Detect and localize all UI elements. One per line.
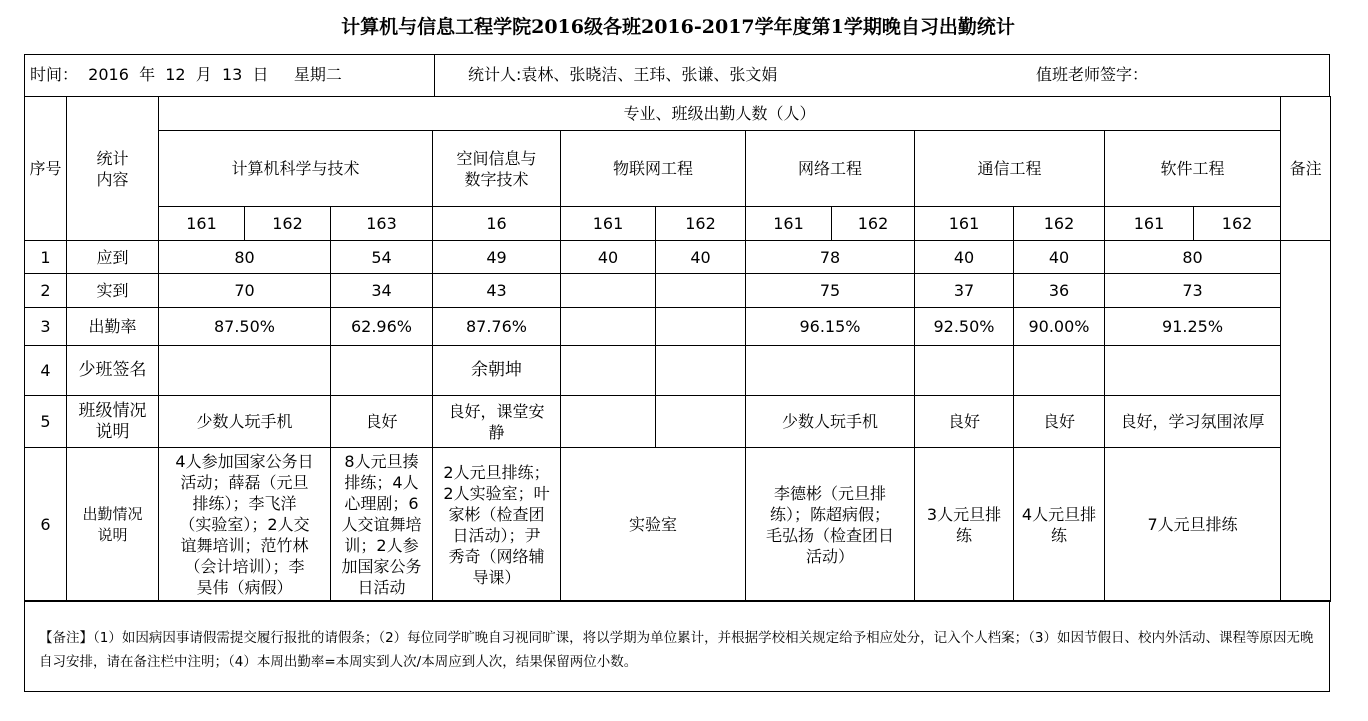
note-line: 8人元旦揍 — [344, 452, 419, 471]
major-iot: 物联网工程 — [561, 131, 746, 207]
cell-iot-162 — [656, 346, 746, 396]
header-seq: 序号 — [25, 97, 67, 241]
class-header: 161 — [1105, 207, 1194, 241]
cell-comm-161: 良好 — [915, 396, 1014, 448]
cell-software — [1105, 346, 1281, 396]
info-signature: 值班老师签字： — [1036, 65, 1149, 84]
cell-cs-161-162-notes — [159, 448, 331, 602]
note-line: 排练；4人 — [344, 473, 419, 492]
class-header: 161 — [746, 207, 832, 241]
cell-iot-notes: 实验室 — [561, 448, 746, 602]
class-header: 161 — [159, 207, 245, 241]
cell-comm-162: 40 — [1014, 241, 1105, 274]
cell-comm-162: 良好 — [1014, 396, 1105, 448]
class-header: 161 — [915, 207, 1014, 241]
row-number: 1 — [25, 241, 67, 274]
cell-cs-163-notes — [331, 448, 433, 602]
cell-cs-163: 54 — [331, 241, 433, 274]
cell-cs-161-162: 70 — [159, 274, 331, 308]
row-label-line1: 班级情况 — [78, 400, 147, 421]
cell-iot-161 — [561, 396, 656, 448]
cell-cs-161-162: 80 — [159, 241, 331, 274]
cell-spatial-16: 43 — [433, 274, 561, 308]
row-label-line1: 出勤情况 — [82, 504, 143, 523]
cell-software: 80 — [1105, 241, 1281, 274]
note-line: 导课） — [472, 567, 521, 587]
note-line: 4人元旦排 — [1021, 504, 1097, 524]
cell-cs-163 — [331, 346, 433, 396]
cell-iot-161 — [561, 308, 656, 346]
note-line: 2人实验室；叶 — [443, 483, 550, 503]
note-line: 2人元旦排练； — [443, 462, 550, 482]
cell-network — [746, 346, 915, 396]
row-number: 4 — [25, 346, 67, 396]
note-line: 活动） — [805, 546, 854, 566]
note-line: （会计培训）；李 — [184, 557, 305, 576]
class-header: 162 — [832, 207, 915, 241]
cell-iot-161: 40 — [561, 241, 656, 274]
cell-network: 78 — [746, 241, 915, 274]
page-title: 计算机与信息工程学院2016级各班2016-2017学年度第1学期晚自习出勤统计 — [341, 16, 1015, 38]
cell-cs-163: 62.96% — [331, 308, 433, 346]
cell-software: 73 — [1105, 274, 1281, 308]
row-number: 6 — [25, 448, 67, 602]
note-line: 毛弘扬（检查团日 — [765, 525, 894, 545]
row-label: 出勤率 — [67, 308, 159, 346]
cell-iot-161 — [561, 346, 656, 396]
cell-spatial-line1: 良好，课堂安 — [448, 401, 545, 421]
cell-network: 75 — [746, 274, 915, 308]
cell-cs-161-162: 少数人玩手机 — [159, 396, 331, 448]
header-group-title: 专业、班级出勤人数（人） — [159, 97, 1281, 131]
row-label: 实到 — [67, 274, 159, 308]
cell-spatial-notes — [433, 448, 561, 602]
cell-iot-162: 40 — [656, 241, 746, 274]
major-software: 软件工程 — [1105, 131, 1281, 207]
cell-comm-162-notes — [1014, 448, 1105, 602]
cell-software: 良好，学习氛围浓厚 — [1105, 396, 1281, 448]
major-cs: 计算机科学与技术 — [159, 131, 433, 207]
cell-comm-161: 40 — [915, 241, 1014, 274]
class-header: 162 — [1014, 207, 1105, 241]
cell-software: 91.25% — [1105, 308, 1281, 346]
cell-iot-162 — [656, 274, 746, 308]
note-line: 李德彬（元旦排 — [773, 483, 886, 503]
cell-cs-163: 良好 — [331, 396, 433, 448]
note-line: （实验室）；2人交 — [179, 515, 310, 534]
note-line: 练 — [955, 525, 972, 545]
info-time: 时间： 2016 年 12 月 13 日 星期二 — [30, 65, 342, 84]
cell-network-notes — [746, 448, 915, 602]
cell-spatial-16: 87.76% — [433, 308, 561, 346]
cell-cs-161-162 — [159, 346, 331, 396]
note-line: 训；2人参 — [344, 536, 419, 555]
cell-spatial-line2: 静 — [488, 422, 505, 442]
info-counter: 统计人:袁林、张晓洁、王玮、张谦、张文娟 — [468, 65, 778, 84]
note-line: 4人参加国家公务日 — [175, 452, 314, 471]
header-content-line2: 内容 — [96, 169, 129, 189]
note-line: 昊伟（病假） — [196, 578, 293, 597]
cell-spatial-16 — [433, 396, 561, 448]
note-line: 谊舞培训；范竹林 — [180, 536, 309, 555]
cell-spatial-16: 余朝坤 — [433, 346, 561, 396]
class-header: 162 — [656, 207, 746, 241]
row-number: 3 — [25, 308, 67, 346]
cell-comm-161: 92.50% — [915, 308, 1014, 346]
cell-iot-162 — [656, 396, 746, 448]
class-header: 161 — [561, 207, 656, 241]
note-line: 排练）；李飞洋 — [192, 494, 297, 513]
cell-remarks — [1281, 241, 1331, 602]
note-line: 心理剧；6 — [344, 494, 419, 513]
note-line: 活动；薛磊（元旦 — [180, 473, 309, 492]
class-header: 162 — [245, 207, 331, 241]
note-line: 人交谊舞培 — [341, 515, 422, 534]
footer-notes: 【备注】（1）如因病因事请假需提交履行报批的请假条；（2）每位同学旷晚自习视同旷课，将以学期为单位累计，并根据学校相关规定给予相应处分，记入个人档案；（3）如因节假日、校内外活动、课程等原因无晚自习安排，请在备注栏中注明；（4）本周出勤率=本周实到人次/本周应到人次，结果保留两位小数。 — [24, 600, 1330, 692]
cell-iot-162 — [656, 308, 746, 346]
note-line: 家彬（检查团 — [448, 504, 545, 524]
cell-software-notes: 7人元旦排练 — [1105, 448, 1281, 602]
major-spatial-line1: 空间信息与 — [456, 148, 537, 168]
cell-cs-161-162: 87.50% — [159, 308, 331, 346]
major-comm: 通信工程 — [915, 131, 1105, 207]
header-content-line1: 统计 — [96, 148, 129, 168]
note-line: 练 — [1050, 525, 1067, 545]
cell-comm-162: 90.00% — [1014, 308, 1105, 346]
row-label-line2: 说明 — [97, 525, 128, 544]
row-label: 少班签名 — [67, 346, 159, 396]
row-label: 应到 — [67, 241, 159, 274]
class-header: 16 — [433, 207, 561, 241]
cell-spatial-16: 49 — [433, 241, 561, 274]
attendance-table — [24, 96, 1331, 602]
major-spatial — [433, 131, 561, 207]
cell-iot-161 — [561, 274, 656, 308]
info-divider — [434, 54, 435, 97]
major-spatial-line2: 数字技术 — [464, 169, 529, 189]
cell-network: 少数人玩手机 — [746, 396, 915, 448]
note-line: 秀奇（网络辅 — [448, 546, 545, 566]
note-line: 加国家公务 — [341, 557, 422, 576]
row-label-line2: 说明 — [95, 421, 130, 442]
major-network: 网络工程 — [746, 131, 915, 207]
cell-network: 96.15% — [746, 308, 915, 346]
class-header: 163 — [331, 207, 433, 241]
row-number: 2 — [25, 274, 67, 308]
note-line: 3人元旦排 — [926, 504, 1002, 524]
cell-comm-162: 36 — [1014, 274, 1105, 308]
cell-cs-163: 34 — [331, 274, 433, 308]
cell-comm-161: 37 — [915, 274, 1014, 308]
header-remarks: 备注 — [1281, 97, 1331, 241]
row-label — [67, 396, 159, 448]
class-header: 162 — [1194, 207, 1281, 241]
row-number: 5 — [25, 396, 67, 448]
header-content — [67, 97, 159, 241]
note-line: 日活动 — [357, 578, 406, 597]
row-label — [67, 448, 159, 602]
cell-comm-161-notes — [915, 448, 1014, 602]
cell-comm-161 — [915, 346, 1014, 396]
note-line: 日活动）；尹 — [452, 525, 541, 545]
note-line: 练）；陈超病假； — [769, 504, 890, 524]
cell-comm-162 — [1014, 346, 1105, 396]
